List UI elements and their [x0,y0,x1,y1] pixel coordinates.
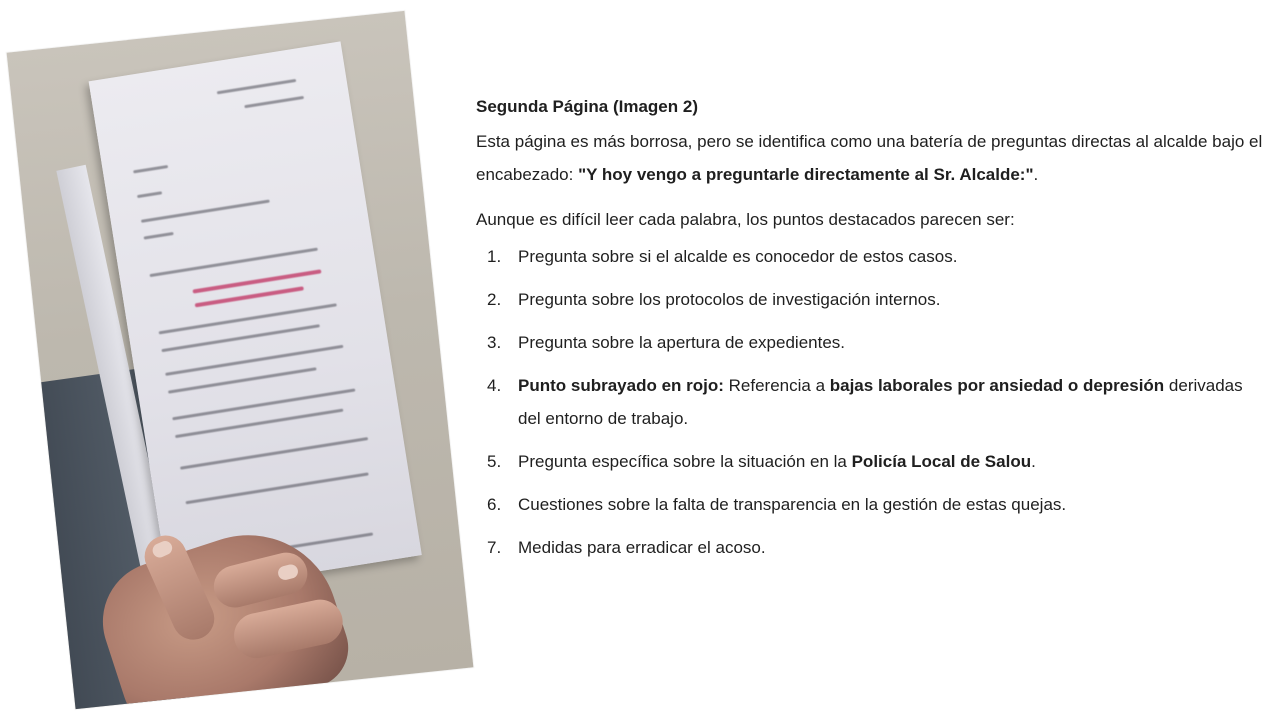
photo-text-line [186,472,369,504]
document-photo [0,0,485,720]
list-text: Pregunta sobre los protocolos de investigación internos. [518,290,941,309]
list-item [476,240,1266,273]
list-item [476,445,1266,478]
photo-text-line [244,96,304,108]
list-number: 7. [487,538,502,557]
list-number: 4. [487,376,502,395]
list-text: Referencia a [723,376,830,395]
points-list [476,240,1266,564]
description-paragraph [476,125,1266,191]
photo-text-line [141,200,270,223]
photo-text-line [159,303,337,334]
list-item [476,531,1266,564]
photo-fingernail [150,539,174,560]
list-text-end: . [1031,452,1036,471]
section-title: Segunda Página (Imagen 2) [476,97,698,116]
photo-frame [7,11,474,709]
list-item [476,326,1266,359]
photo-text-line [165,345,343,376]
list-text: Medidas para erradicar el acoso. [518,538,766,557]
photo-text-line [137,191,162,198]
list-bold-lead: Punto subrayado en rojo: [518,376,724,395]
description-text: Esta página es más borrosa, pero se identifica como una batería de preguntas directas al alcalde bajo el encabezado: [476,132,1263,184]
list-text: Pregunta específica sobre la situación en la [518,452,852,471]
list-bold-term: Policía Local de Salou [851,452,1032,471]
list-number: 5. [487,452,502,471]
list-item [476,283,1266,316]
photo-text-line [144,232,174,240]
list-number: 2. [487,290,502,309]
list-number: 3. [487,333,502,352]
list-number: 1. [487,247,502,266]
photo-text-line [217,79,296,94]
response-text [476,93,1266,574]
description-heading-quote: "Y hoy vengo a preguntarle directamente al Sr. Alcalde:" [578,165,1034,184]
list-number: 6. [487,495,502,514]
photo-text-line [172,388,355,420]
intro-paragraph: Aunque es difícil leer cada palabra, los puntos destacados parecen ser: [476,210,1015,229]
photo-fingernail [277,563,300,581]
photo-text-line [180,437,368,470]
list-item [476,369,1266,435]
list-text-end: derivadas del entorno de trabajo. [518,376,1243,428]
list-text: Pregunta sobre la apertura de expedientes. [518,333,846,352]
photo-text-line [133,165,168,173]
list-bold-term: bajas laborales por ansiedad o depresión [829,376,1165,395]
list-text: Pregunta sobre si el alcalde es conocedor de estos casos. [518,247,958,266]
list-text: Cuestiones sobre la falta de transparencia en la gestión de estas quejas. [518,495,1067,514]
description-end: . [1033,165,1039,184]
list-item [476,488,1266,521]
